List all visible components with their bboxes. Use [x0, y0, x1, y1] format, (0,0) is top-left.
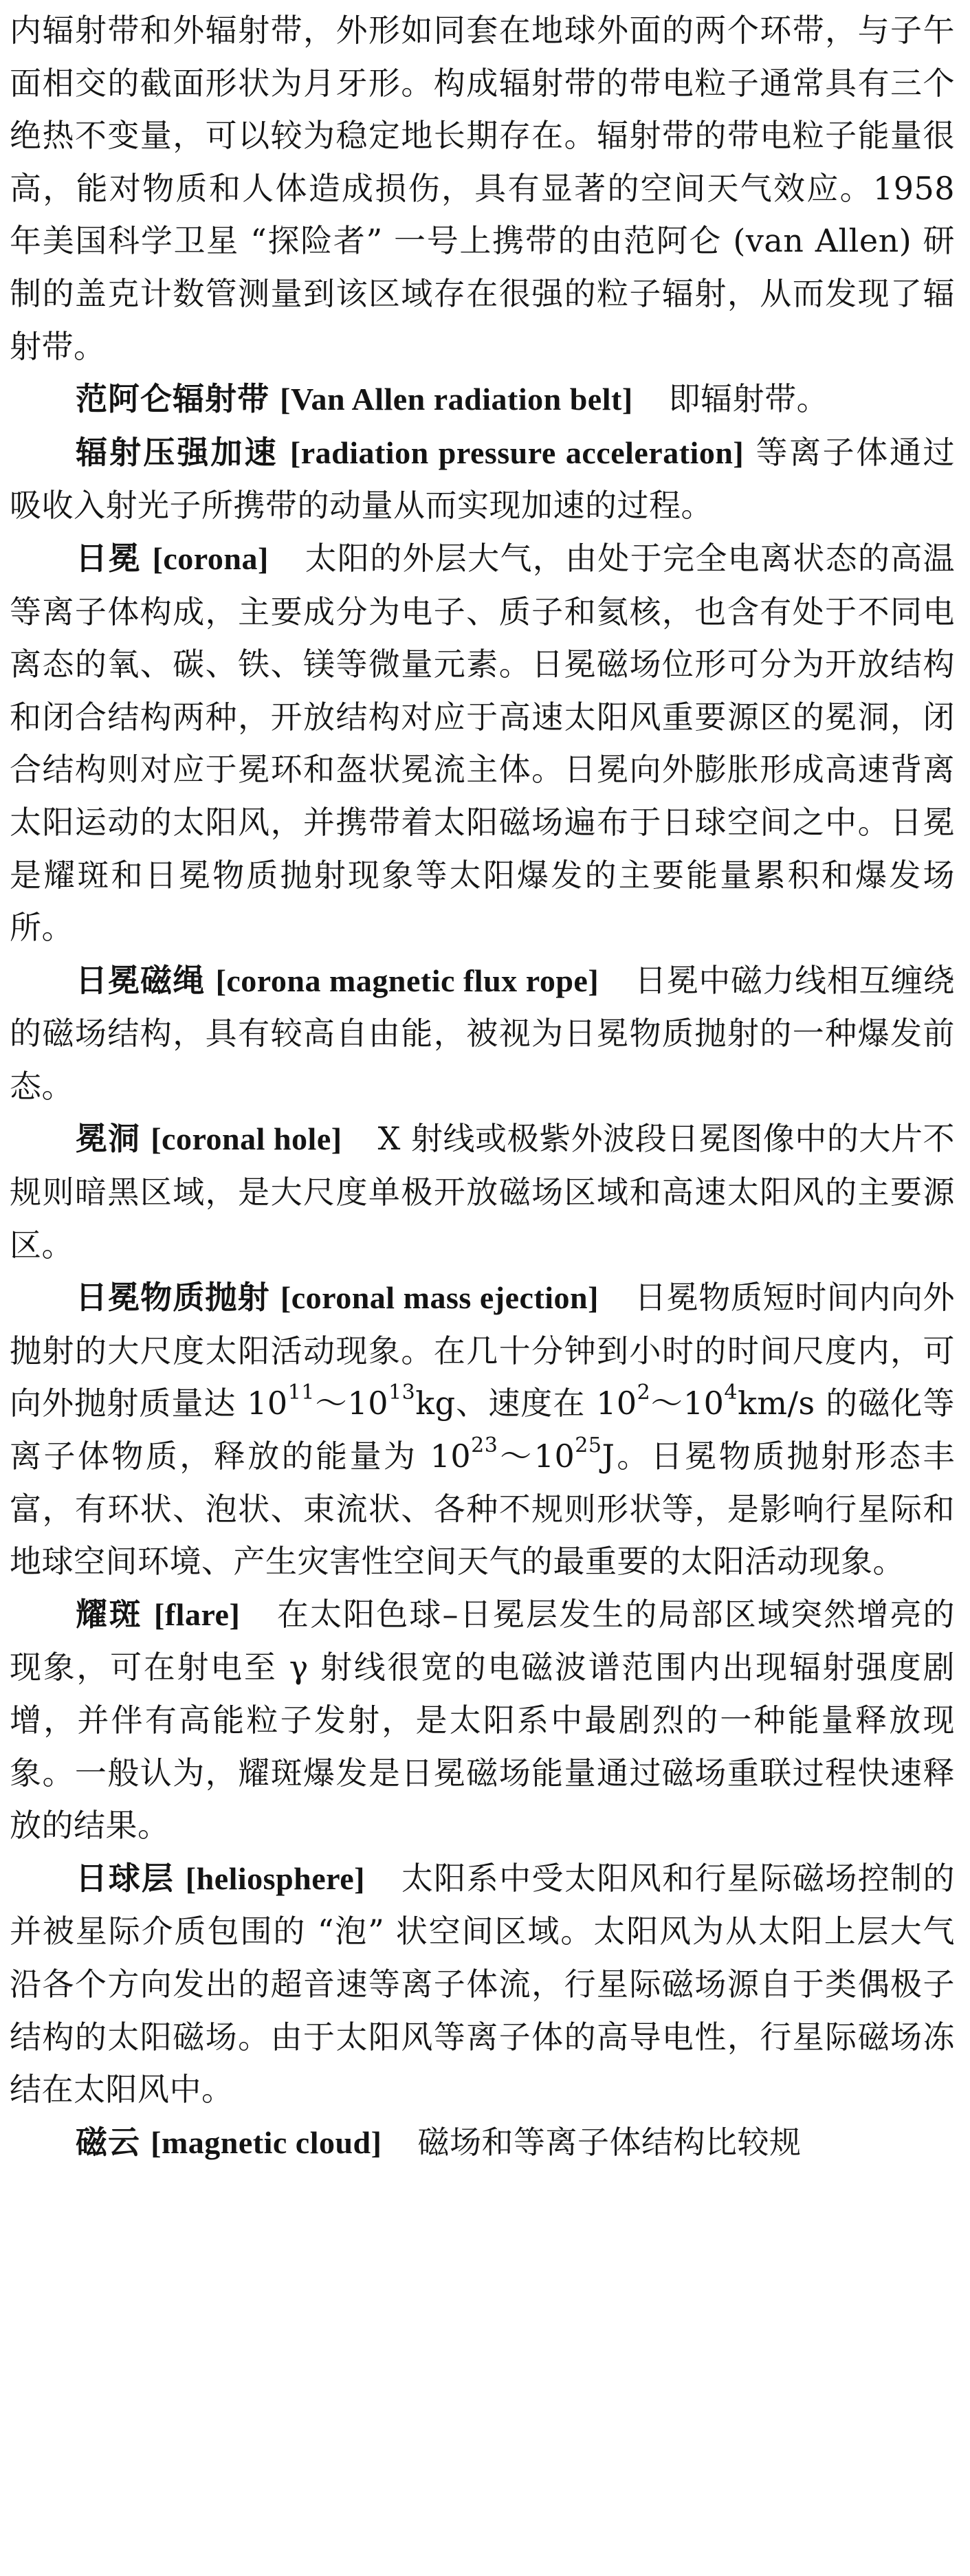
entry-magnetic-cloud — [10, 2116, 955, 2170]
entry-term: 耀斑 — [76, 1595, 143, 1633]
entry-english: [Van Allen radiation belt] — [280, 382, 633, 417]
entry-coronal-mass-ejection — [10, 1271, 955, 1588]
entry-corona-magnetic-flux-rope — [10, 954, 955, 1113]
entry-term: 日冕磁绳 — [76, 961, 206, 999]
entry-english: [corona magnetic flux rope] — [215, 962, 599, 998]
entry-coronal-hole — [10, 1112, 955, 1271]
entry-radiation-belt-continued — [10, 4, 955, 373]
entry-heliosphere — [10, 1852, 955, 2116]
entry-van-allen-belt — [10, 373, 955, 426]
entry-term: 日冕 — [76, 539, 142, 577]
entry-definition: 磁场和等离子体结构比较规 — [417, 2123, 802, 2161]
dictionary-page — [10, 4, 955, 2169]
entry-english: [flare] — [154, 1596, 241, 1632]
entry-definition: 等离子体通过吸收入射光子所携带的动量从而实现加速的过程。 — [10, 433, 956, 525]
entry-definition: 日冕中磁力线相互缠绕的磁场结构，具有较高自由能，被视为日冕物质抛射的一种爆发前态。 — [10, 961, 956, 1105]
entry-definition: 太阳系中受太阳风和行星际磁场控制的并被星际介质包围的 “泡” 状空间区域。太阳风为从太阳上层大气沿各个方向发出的超音速等离子体流，行星际磁场源自于类偶极子结构的太阳磁场。由于太阳风等离子体的高导电性，行星际磁场冻结在太阳风中。 — [10, 1859, 956, 2109]
entry-flare — [10, 1588, 955, 1852]
entry-definition: 内辐射带和外辐射带，外形如同套在地球外面的两个环带，与子午面相交的截面形状为月牙形。构成辐射带的带电粒子通常具有三个绝热不变量，可以较为稳定地长期存在。辐射带的带电粒子能量很高，能对物质和人体造成损伤，具有显著的空间天气效应。1958 年美国科学卫星 “探险者” 一号上携带的由范阿仑 (van Allen) 研制的盖克计数管测量到该区域存在很强的粒子辐射，从而发现了辐射带。 — [10, 12, 955, 365]
entry-english: [magnetic cloud] — [151, 2124, 382, 2160]
entry-term: 磁云 — [76, 2123, 140, 2161]
entry-term: 范阿仑辐射带 — [76, 380, 269, 418]
entry-english: [radiation pressure acceleration] — [289, 434, 745, 470]
entry-term: 日球层 — [76, 1859, 175, 1897]
entry-definition: 在太阳色球–日冕层发生的局部区域突然增亮的现象，可在射电至 γ 射线很宽的电磁波谱范围内出现辐射强度剧增，并伴有高能粒子发射，是太阳系中最剧烈的一种能量释放现象。一般认为，耀斑爆发是日冕磁场能量通过磁场重联过程快速释放的结果。 — [10, 1595, 956, 1845]
entry-definition: 日冕物质短时间内向外抛射的大尺度太阳活动现象。在几十分钟到小时的时间尺度内，可向外抛射质量达 $10^{11}\sim 10^{13}kg$、速度在 $10^2\sim 10^4km/s$ 的磁化等离子体物质，释放的能量为 $10^{23}\sim 10^{25}J$。日冕物质抛射形态丰富，有环状、泡状、束流状、各种不规则形状等，是影响行星际和地球空间环境、产生灾害性空间天气的最重要的太阳活动现象。 — [10, 1279, 956, 1581]
entry-term: 冕洞 — [76, 1120, 141, 1158]
entry-english: [heliosphere] — [185, 1860, 365, 1896]
entry-term: 辐射压强加速 — [76, 433, 278, 471]
entry-english: [corona] — [152, 540, 269, 576]
entry-definition: X 射线或极紫外波段日冕图像中的大片不规则暗黑区域，是大尺度单极开放磁场区域和高速太阳风的主要源区。 — [10, 1120, 956, 1264]
entry-corona — [10, 532, 955, 954]
entry-term: 日冕物质抛射 — [76, 1279, 270, 1317]
entry-english: [coronal hole] — [151, 1121, 342, 1157]
entry-definition: 太阳的外层大气，由处于完全电离状态的高温等离子体构成，主要成分为电子、质子和氦核，也含有处于不同电离态的氧、碳、铁、镁等微量元素。日冕磁场位形可分为开放结构和闭合结构两种，开放结构对应于高速太阳风重要源区的冕洞，闭合结构则对应于冕环和盔状冕流主体。日冕向外膨胀形成高速背离太阳运动的太阳风，并携带着太阳磁场遍布于日球空间之中。日冕是耀斑和日冕物质抛射现象等太阳爆发的主要能量累积和爆发场所。 — [10, 539, 956, 947]
entry-english: [coronal mass ejection] — [280, 1280, 599, 1316]
entry-definition: 即辐射带。 — [668, 380, 829, 418]
entry-radiation-pressure-acceleration — [10, 426, 955, 532]
